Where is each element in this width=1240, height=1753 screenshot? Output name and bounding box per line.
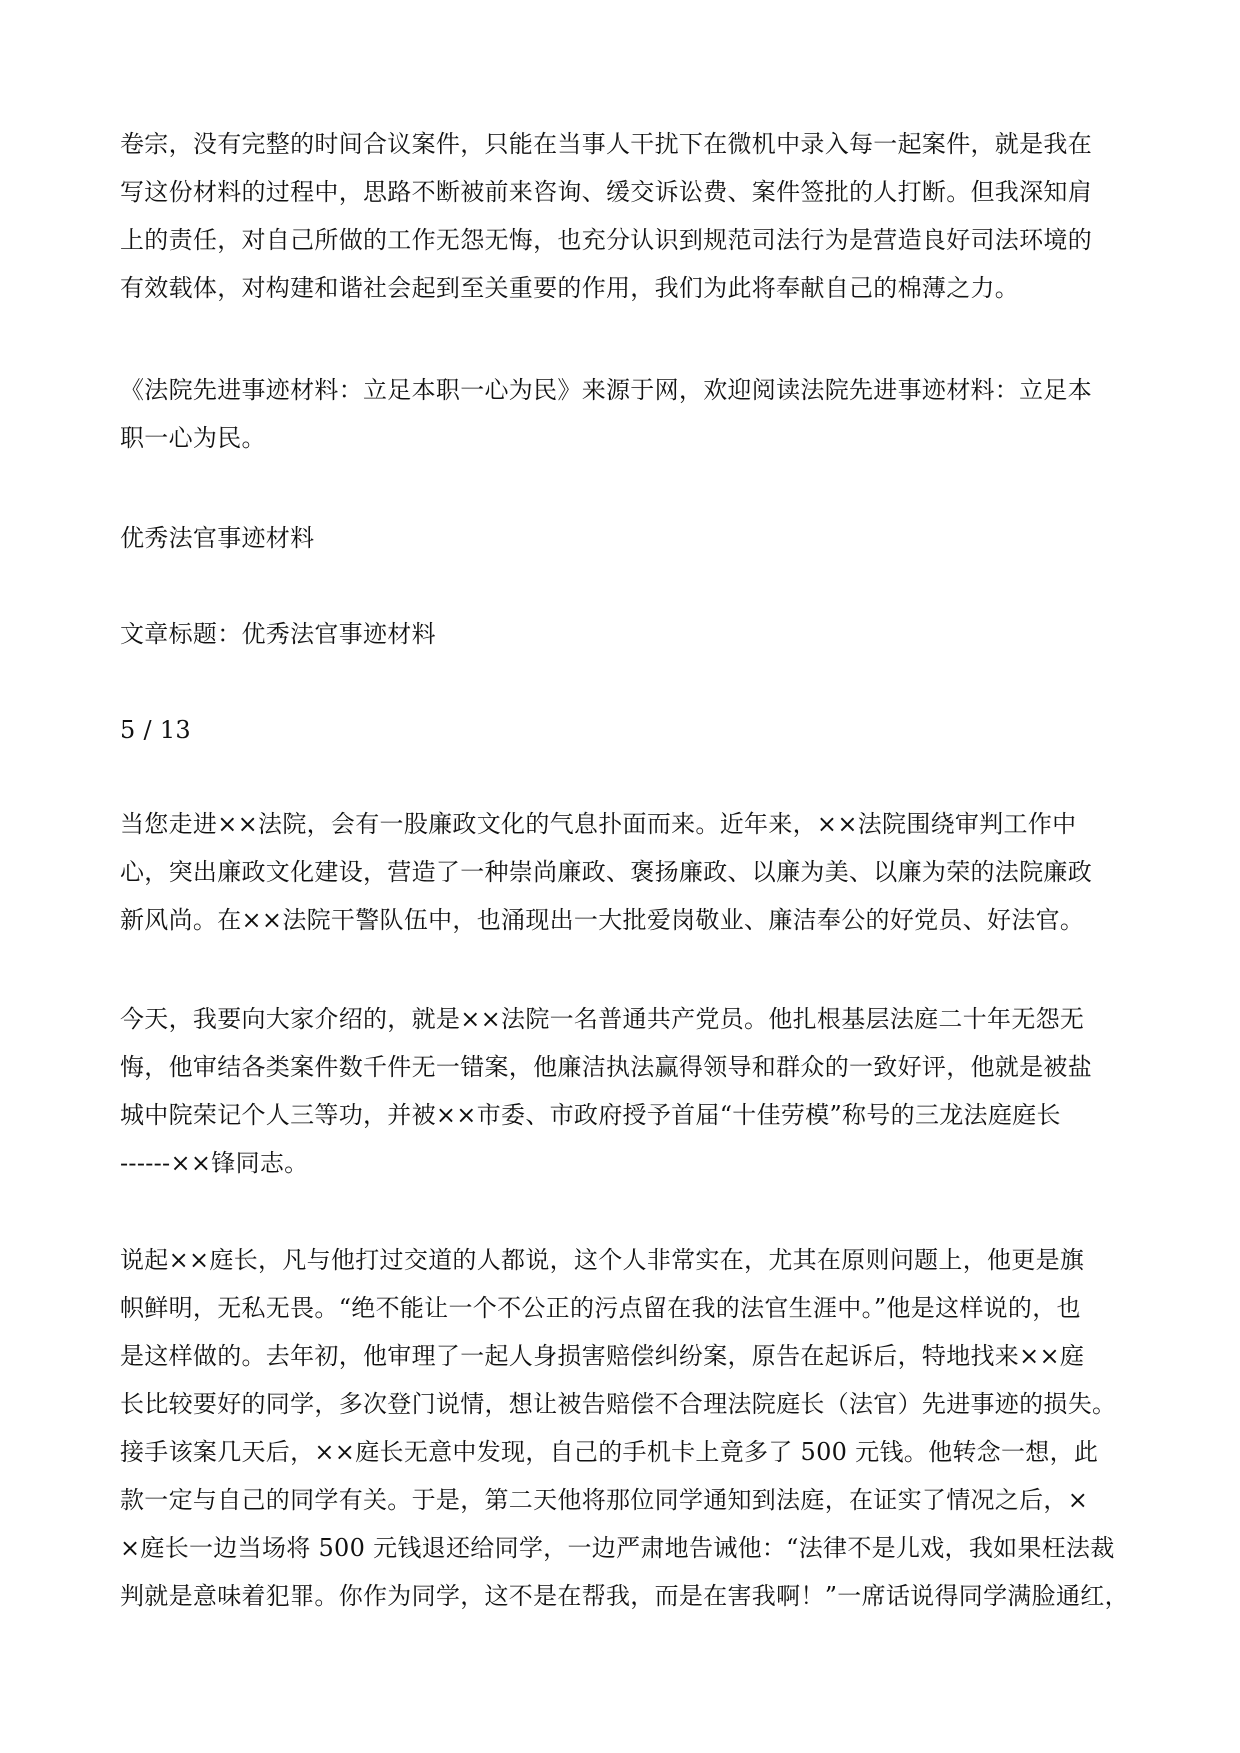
paragraph-source-note bbox=[120, 366, 1120, 462]
text-line: 帜鲜明，无私无畏。“绝不能让一个不公正的污点留在我的法官生涯中。”他是这样说的，也 bbox=[120, 1294, 1081, 1322]
text-line: 当您走进××法院，会有一股廉政文化的气息扑面而来。近年来，××法院围绕审判工作中 bbox=[120, 810, 1077, 838]
page-number-text: 5 / 13 bbox=[120, 716, 191, 744]
paragraph-story bbox=[120, 1236, 1129, 1620]
text-line: 心，突出廉政文化建设，营造了一种崇尚廉政、褒扬廉政、以廉为美、以廉为荣的法院廉政 bbox=[120, 858, 1092, 886]
text-line: 判就是意味着犯罪。你作为同学，这不是在帮我，而是在害我啊！”一席话说得同学满脸通红， bbox=[120, 1582, 1129, 1610]
text-line: 有效载体，对构建和谐社会起到至关重要的作用，我们为此将奉献自己的棉薄之力。 bbox=[120, 274, 1020, 302]
paragraph-intro bbox=[120, 800, 1120, 944]
text-line: 说起××庭长，凡与他打过交道的人都说，这个人非常实在，尤其在原则问题上，他更是旗 bbox=[120, 1246, 1085, 1274]
text-line: 款一定与自己的同学有关。于是，第二天他将那位同学通知到法庭，在证实了情况之后，× bbox=[120, 1486, 1089, 1514]
text-line: 城中院荣记个人三等功，并被××市委、市政府授予首届“十佳劳模”称号的三龙法庭庭长 bbox=[120, 1101, 1061, 1129]
text-line: 职一心为民。 bbox=[120, 424, 266, 452]
text-line: 《法院先进事迹材料：立足本职一心为民》来源于网，欢迎阅读法院先进事迹材料：立足本 bbox=[120, 376, 1092, 404]
text-line: ×庭长一边当场将 500 元钱退还给同学，一边严肃地告诫他：“法律不是儿戏，我如果枉法裁 bbox=[120, 1534, 1115, 1562]
text-line: 卷宗，没有完整的时间合议案件，只能在当事人干扰下在微机中录入每一起案件，就是我在 bbox=[120, 130, 1092, 158]
article-title-line bbox=[120, 610, 1120, 658]
page-number bbox=[120, 706, 1120, 754]
paragraph-introduce-judge bbox=[120, 995, 1120, 1187]
paragraph-case-files bbox=[120, 120, 1120, 312]
text-line: 是这样做的。去年初，他审理了一起人身损害赔偿纠纷案，原告在起诉后，特地找来××庭 bbox=[120, 1342, 1085, 1370]
heading-line: 优秀法官事迹材料 bbox=[120, 524, 315, 552]
text-line: 上的责任，对自己所做的工作无怨无悔，也充分认识到规范司法行为是营造良好司法环境的 bbox=[120, 226, 1092, 254]
text-line: 悔，他审结各类案件数千件无一错案，他廉洁执法赢得领导和群众的一致好评，他就是被盐 bbox=[120, 1053, 1092, 1081]
text-line: 新风尚。在××法院干警队伍中，也涌现出一大批爱岗敬业、廉洁奉公的好党员、好法官。 bbox=[120, 906, 1085, 934]
text-line: 文章标题：优秀法官事迹材料 bbox=[120, 620, 436, 648]
section-heading bbox=[120, 514, 1120, 562]
text-line: 今天，我要向大家介绍的，就是××法院一名普通共产党员。他扎根基层法庭二十年无怨无 bbox=[120, 1005, 1085, 1033]
text-line: ------××锋同志。 bbox=[120, 1149, 309, 1177]
text-line: 接手该案几天后，××庭长无意中发现，自己的手机卡上竟多了 500 元钱。他转念一想，此 bbox=[120, 1438, 1099, 1466]
text-line: 写这份材料的过程中，思路不断被前来咨询、缓交诉讼费、案件签批的人打断。但我深知肩 bbox=[120, 178, 1092, 206]
text-line: 长比较要好的同学，多次登门说情，想让被告赔偿不合理法院庭长（法官）先进事迹的损失。 bbox=[120, 1390, 1117, 1418]
